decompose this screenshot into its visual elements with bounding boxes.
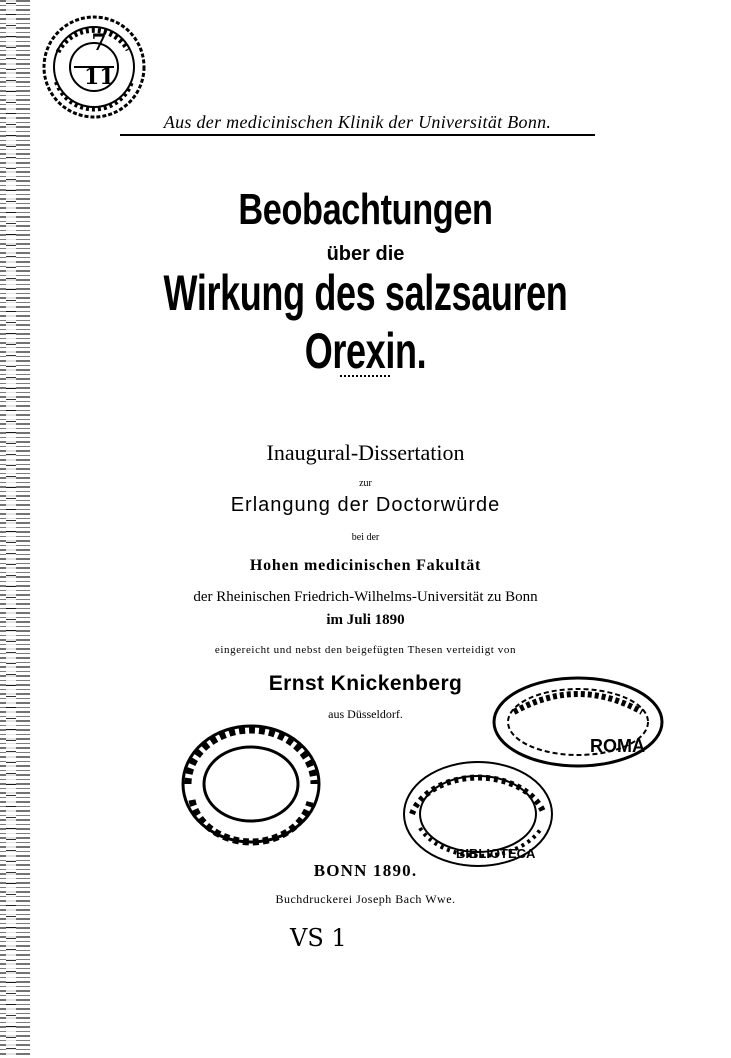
- date-text: im Juli 1890: [326, 612, 405, 628]
- author-origin: aus Düsseldorf.: [328, 707, 403, 721]
- dissertation-label: Inaugural-Dissertation: [266, 440, 465, 465]
- donation-stamp: [178, 722, 324, 846]
- faculty-text: Hohen medicinischen Fakultät: [249, 557, 482, 574]
- oval-stamp-text: ROMA: [590, 736, 645, 756]
- divider-ornament: [340, 375, 390, 377]
- bei-der-text: bei der: [351, 532, 380, 543]
- imprint-place-year: BONN 1890.: [313, 861, 418, 880]
- library-stamp-bottom: [400, 758, 556, 870]
- degree-text: Erlangung der Doctorwürde: [230, 494, 501, 516]
- imprint-printer: Buchdruckerei Joseph Bach Wwe.: [275, 892, 456, 906]
- zur-text: zur: [359, 478, 372, 489]
- stamp-number-bottom: 11: [84, 64, 115, 90]
- university-text: der Rheinischen Friedrich-Wilhelms-Universität zu Bonn: [193, 589, 538, 605]
- title-line-2: über die: [326, 243, 405, 265]
- handwritten-shelfmark: VS 1: [290, 924, 347, 952]
- header-rule: [120, 134, 595, 136]
- bottom-stamp-text: BIBLIOTECA: [456, 846, 536, 861]
- stamp-number-top: 7: [91, 30, 107, 56]
- library-stamp-oval: [490, 672, 666, 772]
- title-line-3: Wirkung des salzsauren Orexin.: [163, 265, 568, 379]
- title-line-1: Beobachtungen: [238, 185, 493, 234]
- submitted-text: eingereicht und nebst den beigefügten Thesen verteidigt von: [214, 644, 517, 656]
- author-name: Ernst Knickenberg: [268, 672, 463, 695]
- institution-header: Aus der medicinischen Klinik der Universität Bonn.: [163, 112, 552, 132]
